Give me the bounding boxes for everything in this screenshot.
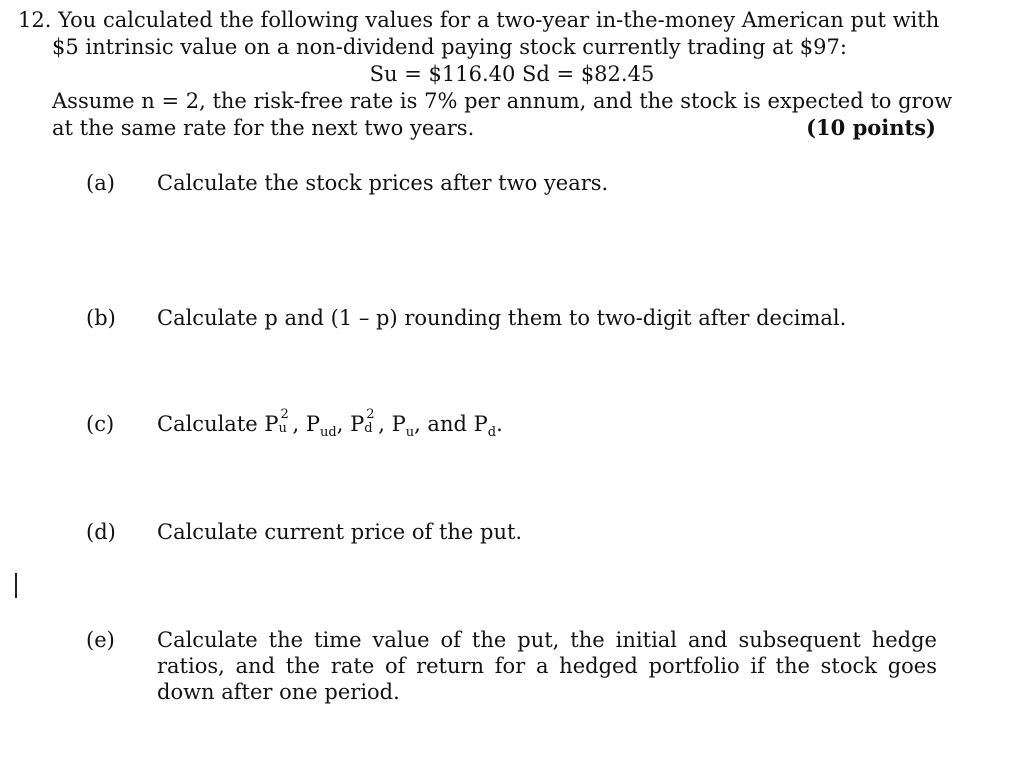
part-b-label: (b) xyxy=(86,306,116,330)
question-number: 12. xyxy=(18,8,52,32)
pud-sub: ud xyxy=(320,425,337,440)
question-line-2: $5 intrinsic value on a non-dividend paying stock currently trading at $97: xyxy=(52,35,847,59)
text-cursor xyxy=(15,573,17,598)
pu2-sub: u xyxy=(278,421,287,436)
pd2-sup: 2 xyxy=(366,407,375,422)
pu2-subsup xyxy=(278,407,293,436)
sep-1: , xyxy=(292,412,306,436)
stock-values-line: Su = $116.40 Sd = $82.45 xyxy=(369,62,655,86)
question-line-3: Assume n = 2, the risk-free rate is 7% per annum, and the stock is expected to grow xyxy=(52,89,953,113)
sep-2: , xyxy=(336,412,351,436)
part-c-text xyxy=(157,407,937,446)
pd2-p: P xyxy=(350,412,365,436)
part-e-label: (e) xyxy=(86,628,115,652)
part-a-text: Calculate the stock prices after two years. xyxy=(157,171,609,195)
points-label: (10 points) xyxy=(806,115,936,140)
question-line-4: at the same rate for the next two years. xyxy=(52,116,475,140)
part-c-label: (c) xyxy=(86,412,115,436)
sep-3: , xyxy=(378,412,392,436)
part-e-text: Calculate the time value of the put, the initial and subsequent hedge ratios, and the rate of return for a hedged portfolio if the stock goes down after one period. xyxy=(157,628,937,704)
pu-p: P xyxy=(391,412,406,436)
and-text: , and xyxy=(414,412,474,436)
part-c-end: . xyxy=(496,412,503,436)
pu2-sup: 2 xyxy=(280,407,289,422)
part-d-label: (d) xyxy=(86,520,116,544)
pu-sub: u xyxy=(405,425,415,440)
part-a-label: (a) xyxy=(86,171,115,195)
part-c-prefix: Calculate P xyxy=(157,412,279,436)
question-number-line xyxy=(18,7,939,33)
part-b-text: Calculate p and (1 – p) rounding them to two-digit after decimal. xyxy=(157,306,847,330)
part-d-text: Calculate current price of the put. xyxy=(157,520,523,544)
pd2-sub: d xyxy=(364,421,373,436)
pd2-subsup xyxy=(364,407,378,436)
question-line-1: You calculated the following values for a two-year in-the-money American put with xyxy=(58,8,940,32)
pud-p: P xyxy=(305,412,320,436)
pd-p: P xyxy=(473,412,488,436)
pd-sub: d xyxy=(487,425,497,440)
